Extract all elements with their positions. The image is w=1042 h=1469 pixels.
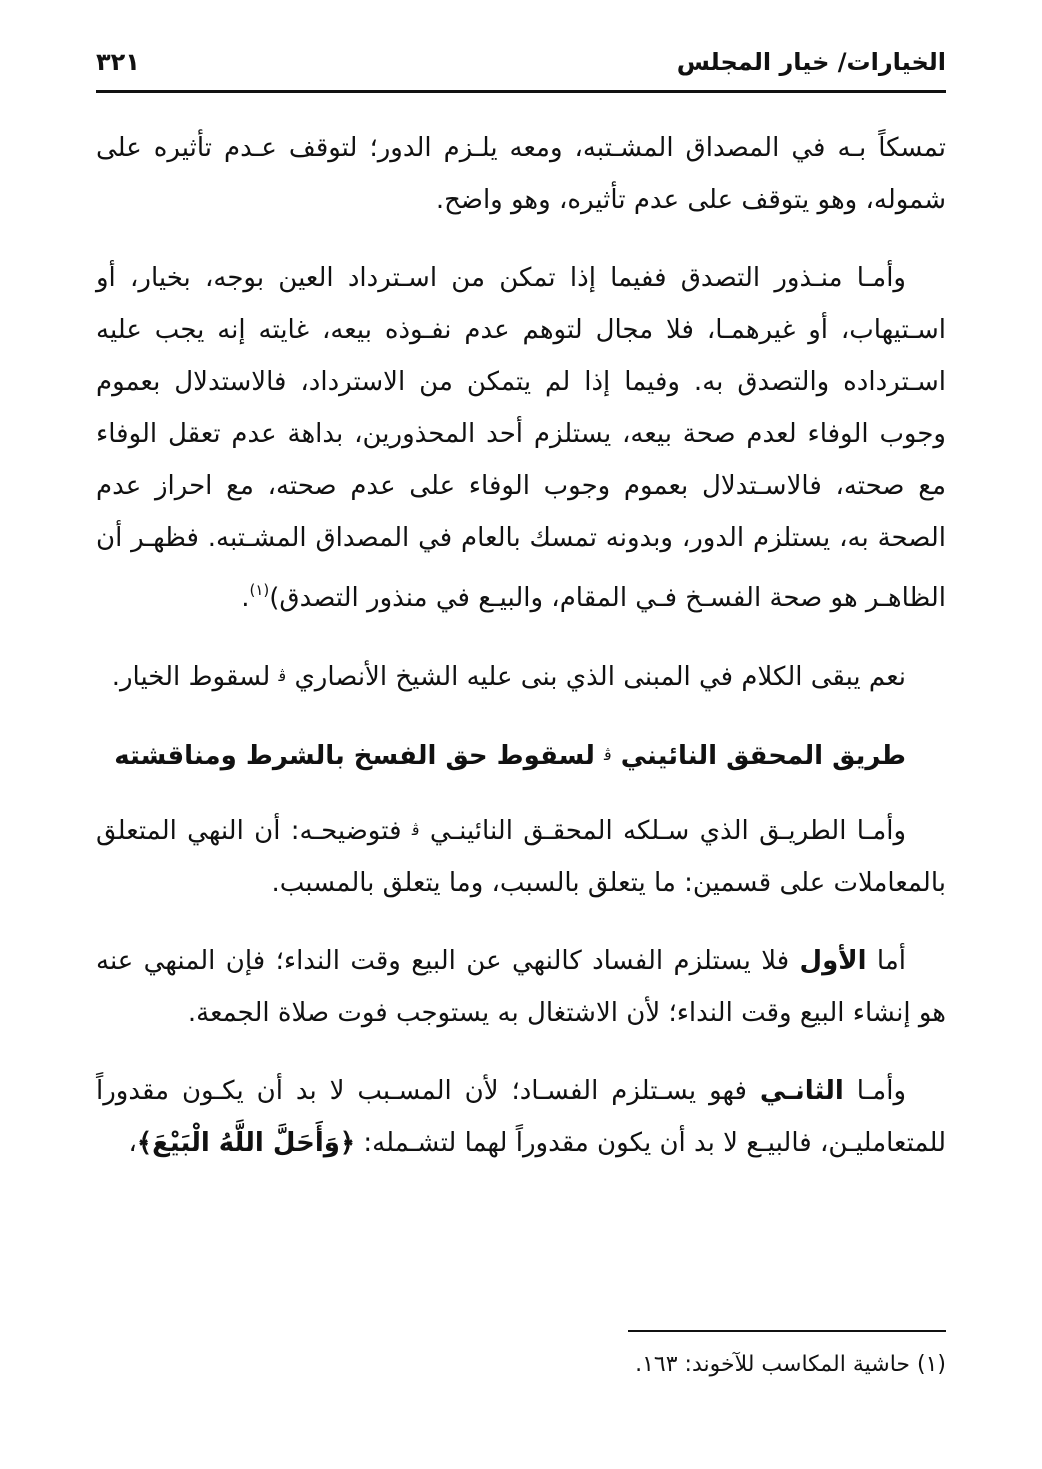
section-heading: طريق المحقق النائيني ﭬ لسقوط حق الفسخ بالشرط ومناقشته xyxy=(114,741,906,771)
footnote-rule xyxy=(628,1330,946,1332)
quran-verse: ﴿وَأَحَلَّ اللَّهُ الْبَيْعَ﴾ xyxy=(136,1128,356,1158)
footnote-ref: (١) xyxy=(249,581,270,599)
honorific-glyph: ﭬ xyxy=(603,745,612,764)
running-title: الخيارات/ خيار المجلس xyxy=(676,48,946,76)
paragraph-5: أما الأول فلا يستلزم الفساد كالنهي عن البيع وقت النداء؛ فإن المنهي عنه هو إنشاء البيع وقت النداء؛ لأن الاشتغال به يستوجب فوت صلاة الجمعة. xyxy=(96,946,946,1028)
paragraph-2: وأمـا منـذور التصدق ففيما إذا تمكن من اسـترداد العين بوجه، بخيار، أو اسـتيهاب، أو غيرهمـا، فلا مجال لتوهم عدم نفـوذه بيعه، غايته إنه يجب عليه اسـترداده والتصدق به. وفيما إذا لم يتمكن من الاسترداد، فالاستدلال بعموم وجوب الوفاء لعدم صحة بيعه، يستلزم أحد المحذورين، بداهة عدم تعقل الوفاء مع صحته، فالاسـتدلال بعموم وجوب الوفاء على عدم صحته، مع احراز عدم الصحة به، يستلزم الدور، وبدونه تمسك بالعام في المصداق المشـتبه. فظهـر أن الظاهـر هو صحة الفسـخ فـي المقام، والبيـع في منذور التصدق)$^{(١)}$. xyxy=(96,263,946,613)
running-header xyxy=(96,42,946,82)
page-number: ٣٢١ xyxy=(96,48,140,76)
honorific-glyph: ﭬ xyxy=(278,666,287,685)
body-text xyxy=(96,122,946,1195)
paragraph-6: وأمـا الثانـي فهو يسـتلزم الفسـاد؛ لأن المسـبب لا بد أن يكـون مقدوراً للمتعامليـن، فالبيـع لا بد أن يكون مقدوراً لهما لتشـمله: ﴿وَأَحَلَّ اللَّهُ الْبَيْعَ﴾، xyxy=(96,1076,946,1158)
emphasis-first: الأول xyxy=(799,946,867,976)
paragraph-1: تمسكاً بـه في المصداق المشـتبه، ومعه يلـزم الدور؛ لتوقف عـدم تأثيره على شموله، وهو يتوقف على عدم تأثيره، وهو واضح. xyxy=(96,133,946,215)
paragraph-4: وأمـا الطريـق الذي سـلكه المحقـق النائينـي ﭬ فتوضيحـه: أن النهي المتعلق بالمعاملات على قسمين: ما يتعلق بالسبب، وما يتعلق بالمسبب. xyxy=(96,816,946,898)
paragraph-3: نعم يبقى الكلام في المبنى الذي بنى عليه الشيخ الأنصاري ﭬ لسقوط الخيار. xyxy=(111,662,906,692)
footnote: (١) حاشية المكاسب للآخوند: ١٦٣. xyxy=(635,1352,946,1377)
header-rule xyxy=(96,90,946,93)
emphasis-second: الثانـي xyxy=(759,1076,844,1106)
honorific-glyph: ﭬ xyxy=(411,820,420,839)
